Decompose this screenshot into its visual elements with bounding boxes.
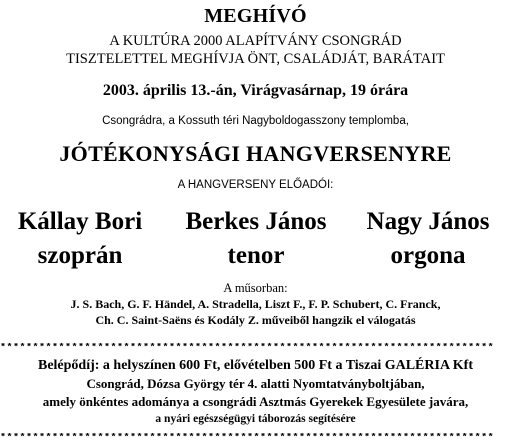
performer-3	[348, 205, 508, 273]
performer-role: orgona	[390, 242, 466, 269]
performer-role: tenor	[227, 242, 285, 269]
performer-name: Nagy János	[366, 208, 490, 235]
performers-heading: A HANGVERSENY ELŐADÓI:	[177, 179, 334, 191]
performer-name: Kállay Bori	[17, 208, 143, 235]
separator-top: ****************************************************************************	[0, 343, 495, 354]
donation-line: amely önkéntes adománya a csongrádi Asztmás Gyerekek Egyesülete javára,	[42, 394, 469, 409]
venue-line: Csongrádra, a Kossuth téri Nagyboldogasszony templomba,	[102, 115, 409, 127]
performer-name: Berkes János	[185, 208, 327, 235]
program-heading: A műsorban:	[223, 281, 288, 295]
invite-line: TISZTELETTEL MEGHÍVJA ÖNT, CSALÁDJÁT, BARÁTAIT	[66, 51, 445, 67]
date-line: 2003. április 13.-án, Virágvasárnap, 19 órára	[102, 82, 409, 99]
program-line-2: Ch. C. Saint-Saëns és Kodály Z. műveiből hangzik el válogatás	[95, 313, 416, 327]
performer-role: szoprán	[37, 242, 123, 269]
performer-1	[0, 205, 160, 273]
separator-bottom: ****************************************************************************	[0, 433, 495, 444]
program-line-1: J. S. Bach, G. F. Händel, A. Stradella, Liszt F., F. P. Schubert, C. Franck,	[70, 297, 441, 311]
invitation-title: MEGHÍVÓ	[204, 5, 307, 27]
organizer-line: A KULTÚRA 2000 ALAPÍTVÁNY CSONGRÁD	[109, 33, 402, 49]
ticket-place-line: Csongrád, Dózsa György tér 4. alatti Nyomtatványboltjában,	[86, 376, 425, 391]
event-title: JÓTÉKONYSÁGI HANGVERSENYRE	[59, 141, 452, 166]
ticket-line: Belépődíj: a helyszínen 600 Ft, elővételben 500 Ft a Tiszai GALÉRIA Kft	[37, 358, 474, 373]
donation-purpose-line: a nyári egészségügyi táborozás segítésére	[155, 413, 356, 425]
performer-2	[176, 205, 336, 273]
